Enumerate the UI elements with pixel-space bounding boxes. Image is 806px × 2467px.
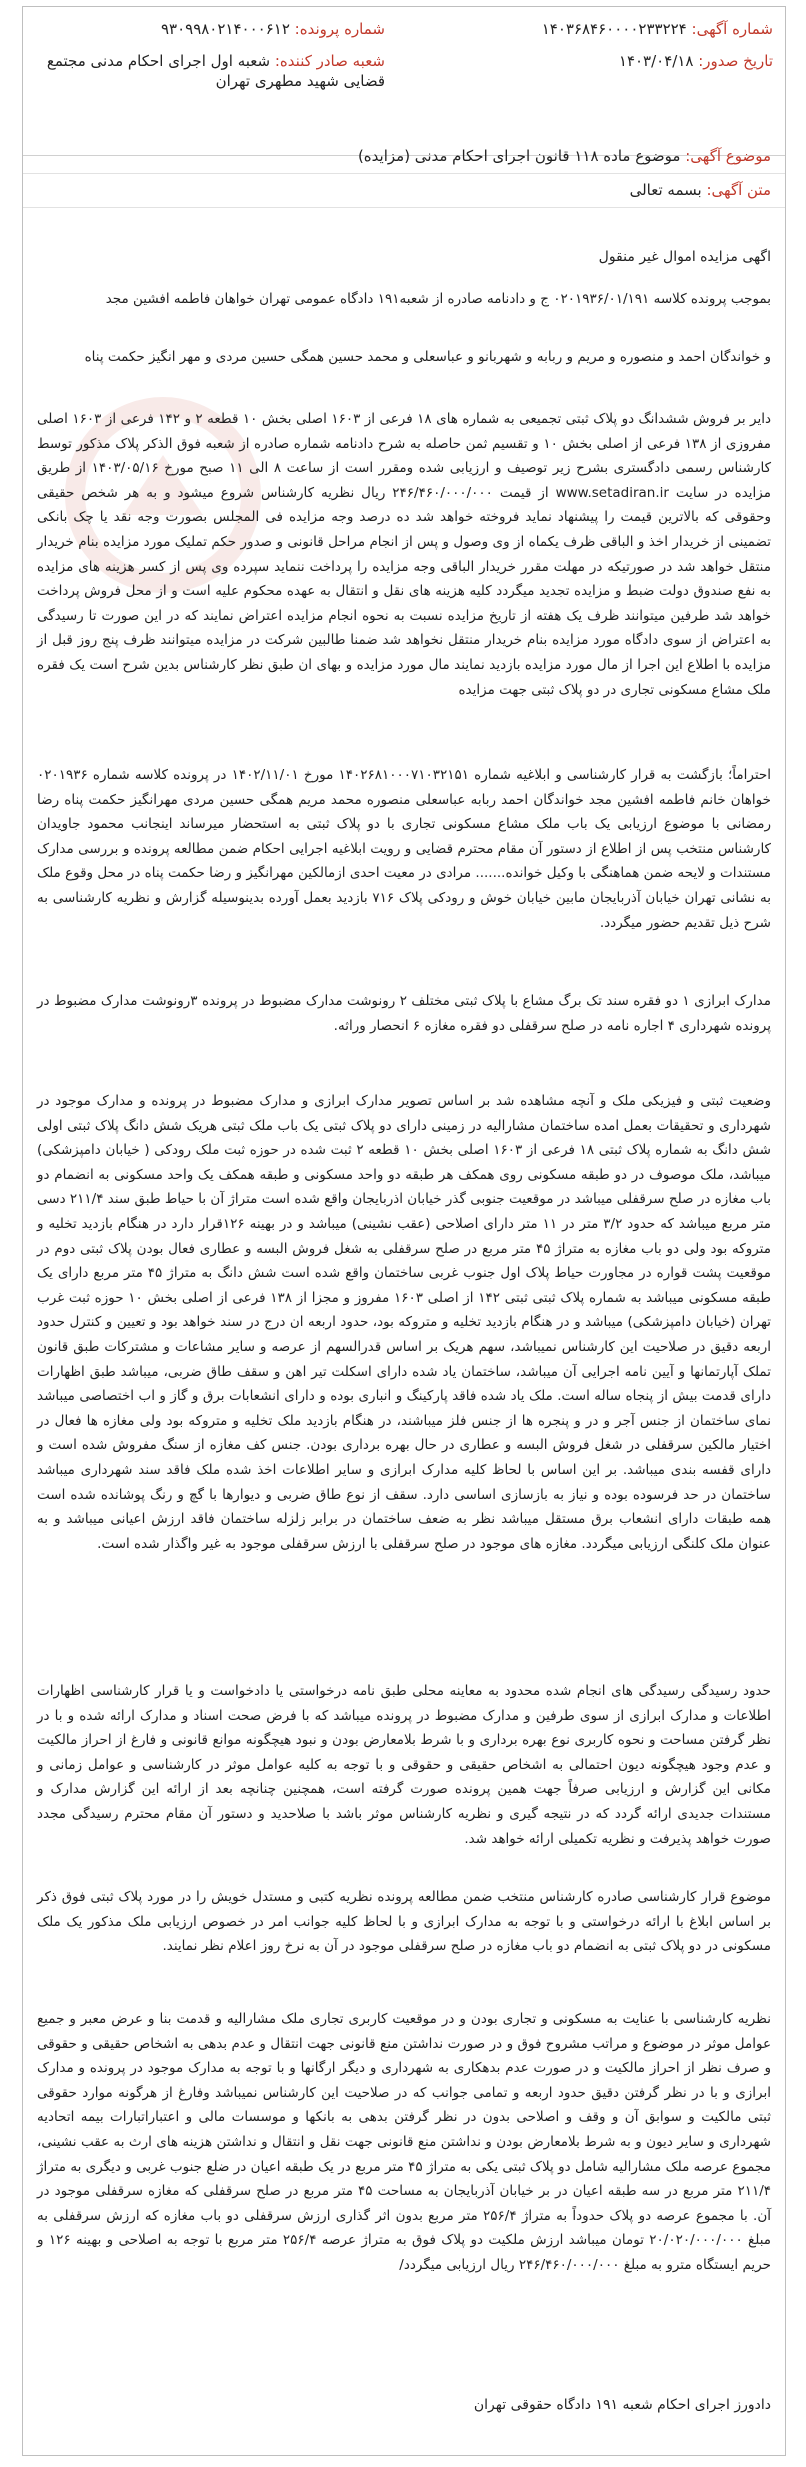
ad-number-row [542, 19, 773, 39]
subject-value: موضوع ماده ۱۱۸ قانون اجرای احکام مدنی (مزایده) [357, 147, 681, 165]
issuing-branch-row [45, 51, 385, 91]
paragraph-auction-terms: دایر بر فروش ششدانگ دو پلاک ثبتی تجمیعی به شماره های ۱۸ فرعی از ۱۶۰۳ اصلی بخش ۱۰ قطعه ۲ و ۱۴۲ فرعی از ۱۶۰۳ اصلی مفروزی از ۱۳۸ فرعی از اصلی بخش ۱۰ و تقسیم ثمن حاصله به شرح دادنامه شماره صادره از شعبه فوق الذکر پلاک مذکور توسط کارشناس رسمی دادگستری بشرح زیر توصیف و ارزیابی شده ومقرر است از ساعت ۸ الی ۱۱ صبح مورخ ۱۴۰۳/۰۵/۱۶ از طریق مزایده در سایت www.setadiran.ir از قیمت ۲۴۶/۴۶۰/۰۰۰/۰۰۰ ریال نظریه کارشناس شروع میشود و به هر شخص حقیقی وحقوقی که بالاترین قیمت را پیشنهاد نماید فروخته خواهد شد ده درصد وجه مزایده فی المجلس بصورت وجه نقد یا چک بانکی تضمینی از خریدار اخذ و الباقی ظرف یکماه از وی وصول و پس از انجام مراحل قانونی و صدور حکم تملیک مورد مزایده بنام خریدار منتقل خواهد شد در صورتیکه در مهلت مقرر خریدار الباقی وجه مزایده را پرداخت ننماید سپرده وی پس از کسر هزینه های مزایده به نفع صندوق دولت ضبط و مزایده تجدید میگردد کلیه هزینه های نقل و انتقال به عهده محکوم علیه است و از محل فروش پرداخت خواهد شد طرفین میتوانند ظرف یک هفته از تاریخ مزایده نسبت به نحوه انجام مزایده اعتراض نمایند که در این صورت تا رسیدگی به اعتراض از سوی دادگاه مورد مزایده بنام خریدار منتقل نخواهد شد ضمنا طالبین شرکت در مزایده میتوانند ظرف پنج روز قبل از مزایده با اطلاع این اجرا از مال مورد مزایده بازدید نمایند مال مورد مزایده و بهای ان طبق نظر کارشناس بدین شرح است یک فقره ملک مشاع مسکونی تجاری در دو پلاک ثبتی جهت مزایده [37, 411, 772, 698]
issue-date-value: ۱۴۰۳/۰۴/۱۸ [618, 52, 694, 70]
issue-date-label: تاریخ صدور: [698, 52, 773, 70]
paragraph-order-subject: موضوع قرار کارشناسی صادره کارشناس منتخب ضمن مطالعه پرونده نظریه کتبی و مستدل خویش را در مورد پلاک ثبتی فوق ذکر بر اساس ابلاغ با ارائه درخواستی و با توجه به مدارک ابرازی و با لحاظ کلیه جوانب امر در خصوص ارزیابی ملک مذکور یک ملک مسکونی در دو پلاک ثبتی به انضمام دو باب مغازه در صلح سرقفلی موجود در آن به نرخ روز اعلام نظر نمایند. [37, 1889, 771, 1955]
signature: دادورز اجرای احکام شعبه ۱۹۱ دادگاه حقوقی تهران [473, 2397, 771, 2413]
paragraph-scope: حدود رسیدگی رسیدگی های انجام شده محدود به معاینه محلی طبق نامه درخواستی یا دادخواست و یا قرار کارشناسی اظهارات اطلاعات و مدارک ابرازی از سوی طرفین و مدارک مضبوط در پرونده میباشد که با فرض صحت اسناد و مدارک ارائه شده و با در نظر گرفتن مساحت و نحوه کاربری نوع بهره برداری و با شرط بلامعارض بودن و نبود هیچگونه موانع قانونی و فارغ از احراز مالکیت و عدم وجود هیچگونه دیون احتمالی به اشخاص حقیقی و حقوقی و با توجه به کلیه عوامل موثر در کارشناسی و عوامل زمانی و مکانی این گزارش و ارزیابی صرفاً جهت همین پرونده صورت گرفته است، همچنین چنانچه بعد از ارائه این گزارش مدارک و مستندات جدیدی ارائه گردد که در نتیجه گیری و نظریه کارشناس موثر باشد با صلاحدید و دستور آن مقام محترم رسیدگی مجدد صورت خواهد پذیرفت و نظریه تکمیلی ارائه خواهد شد. [37, 1683, 771, 1847]
paragraph-defendants: و خواندگان احمد و منصوره و مریم و ربابه و شهربانو و عباسعلی و محمد حسین همگی حسین مردی و مهر انگیز حکمت پناه [84, 349, 771, 365]
divider [23, 207, 785, 208]
ad-number-value: ۱۴۰۳۶۸۴۶۰۰۰۰۲۳۳۲۲۴ [541, 20, 687, 38]
subject-label: موضوع آگهی: [685, 147, 771, 165]
text-row [630, 181, 771, 199]
document-header [23, 7, 785, 156]
subject-row [358, 147, 771, 165]
ad-number-label: شماره آگهی: [691, 20, 773, 38]
file-number-label: شماره پرونده: [294, 20, 385, 38]
ad-title: اگهی مزایده اموال غیر منقول [598, 249, 771, 265]
paragraph-case: بموجب پرونده کلاسه ۰۲۰۱۹۳۶/۰۱/۱۹۱ ج و دادنامه صادره از شعبه۱۹۱ دادگاه عمومی تهران خواهان فاطمه افشین مجد [105, 291, 771, 307]
paragraph-expert-opinion: نظریه کارشناسی با عنایت به مسکونی و تجاری بودن و در موقعیت کاربری تجاری ملک مشاراليه و قدمت بنا و عرض معبر و جمیع عوامل موثر در موضوع و مراتب مشروح فوق و در صورت نداشتن منع قانونی جهت انتقال و عدم بدهی به اشخاص حقیقی و حقوقی و صرف نظر از احراز مالکیت و در صورت عدم بدهکاری به شهرداری و دیگر ارگانها و با توجه به مدارک موجود در پرونده و مدارک ابرازی و با در نظر گرفتن دقیق حدود اربعه و تمامی جوانب که در صلاحیت این کارشناس نمیباشد وفارغ از هرگونه موارد حقوقی ثبتی مالکیت و سوابق آن و وقف و اصلاحی بدون در نظر گرفتن بدهی به بانکها و موسسات مالی و اعتباراتبارات بیمه اتحادیه شهرداری و سایر دیون و به شرط بلامعارض بودن و نداشتن منع قانونی جهت نقل و انتقال و نداشتن هزینه های ارث به عقب نشینی، مجموع عرصه ملک مشاراليه شامل دو پلاک ثبتی یکی به متراژ ۴۵ متر مربع در یک طبقه اعیان در ضلع جنوب غربی و دیگری به متراژ ۲۱۱/۴ متر مربع در سه طبقه اعیان در بر خیابان آذربایجان به مساحت ۴۵ متر مربع در صلح سرقفلی که مغازه سرقفلی موجود در آن. با مجموع عرصه دو پلاک حدوداً به متراژ ۲۵۶/۴ متر مربع بدون اثر گذاری ارزش سرقفلی دو باب مغازه که ارزش سرقفلی به مبلغ ۲۰/۰۲۰/۰۰۰/۰۰۰ تومان میباشد ارزش ملکیت دو پلاک فوق به متراژ عرصه ۲۵۶/۴ متر مربع با توجه به اصلاحی و بهینه ۱۲۶ و حریم ایستگاه مترو به مبلغ ۲۴۶/۴۶۰/۰۰۰/۰۰۰ ریال ارزیابی میگردد/ [37, 2011, 771, 2273]
issue-date-row [619, 51, 773, 71]
issuing-branch-value: شعبه اول اجرای احکام مدنی مجتمع قضایی شهید مطهری تهران [46, 52, 385, 90]
paragraph-documents: مدارک ابرازی ۱ دو فقره سند تک برگ مشاع با پلاک ثبتی مختلف ۲ رونوشت مدارک مضبوط در پرونده ۳رونوشت مدارک مضبوط در پرونده شهرداری ۴ اجاره نامه در صلح سرقفلی دو فقره مغازه ۶ انحصار وراثه. [37, 993, 771, 1034]
text-label: متن آگهی: [706, 181, 771, 199]
document-page [22, 6, 786, 2456]
issuing-branch-label: شعبه صادر کننده: [274, 52, 385, 70]
divider [23, 173, 785, 174]
bismillah: بسمه تعالی [629, 181, 702, 199]
paragraph-property-status: وضعیت ثبتی و فیزیکی ملک و آنچه مشاهده شد بر اساس تصویر مدارک ابرازی و مدارک مضبوط در پرونده و مدارک موجود در شهرداری و تحقیقات بعمل امده ساختمان مشاراليه در زمینی دارای دو پلاک ثبتی یک باب ملک ثبتی هریک شش دانگ پلاک ثبتی اولی شش دانگ به شماره پلاک ثبتی ۱۸ فرعی از ۱۶۰۳ اصلی بخش ۱۰ قطعه ۲ ثبت شده در حوزه ثبت ملک رودکی ( خیابان دامپزشکی) میباشد، ملک موصوف در دو طبقه مسکونی روی همکف هر طبقه دو واحد مسکونی و طبقه همکف یک واحد مسکونی به انضمام دو باب مغازه در صلح سرقفلی میباشد در موقعیت جنوبی گذر خیابان اذربایجان واقع شده است متراژ آن با حیاط طبق سند ۲۱۱/۴ دسی متر مربع میباشد که حدود ۳/۲ متر در ۱۱ متر دارای اصلاحی (عقب نشینی) میباشد و در بهینه ۱۲۶قرار دارد در هنگام بازدید تخلیه و متروکه بود ولی دو باب مغازه به متراژ ۴۵ متر مربع در صلح سرقفلی به شغل فروش البسه و عطاری فعال بودن پلاک ثبتی دوم در موقعیت پشت قواره در مجاورت حیاط پلاک اول جنوب غربی ساختمان واقع شده است شش دانگ به متراژ ۴۵ متر مربع دارای یک طبقه مسکونی میباشد به شماره پلاک ثبتی ثبتی ۱۴۲ از اصلی ۱۶۰۳ مفروز و مجزا از ۱۳۸ فرعی از اصلی بخش ۱۰ حوزه ثبت غرب تهران (خیابان دامپزشکی) میباشد و در هنگام بازدید تخلیه و متروکه بود، حدود اربعه ان درج در سند خواهد بود و تعیین و کنترل حدود اربعه دقیق در صلاحیت این کارشناس نمیباشد، سهم هریک بر اساس قدرالسهم از عرصه و سایر مشاعات و مشترکات طبق قانون تملک آپارتمانها و آیین نامه اجرایی آن میباشد، ساختمان یاد شده دارای اسکلت تیر اهن و سقف طاق ضربی، میباشد طبق اظهارات دارای قدمت بیش از پنجاه ساله است. ملک یاد شده فاقد پارکینگ و انباری بوده و دارای انشعابات برق و گاز و اب اختصاصی میباشد نمای ساختمان از جنس آجر و در و پنجره ها از جنس فلز میباشند، در هنگام بازدید ملک تخلیه و متروکه بود ولی مغازه ها فعال در اختیار مالکین سرقفلی در شغل فروش البسه و عطاری در حال بهره برداری بودن. جنس کف مغازه از سنگ مفروش شده است و دارای قفسه بندی میباشد. بر این اساس با لحاظ کلیه مدارک ابرازی و سایر اطلاعات اخذ شده ملک فاقد سند شهرداری میباشد ساختمان در حد فرسوده بوده و نیاز به بازسازی اساسی دارد. سقف از نوع طاق ضربی و دیوارها با گچ و رنگ پوشانده شده است همه طبقات دارای انشعاب برق مستقل میباشد نظر به ضعف ساختمان در برابر زلزله ساختمان فاقد ارزش اعیانی میباشد و به عنوان ملک کلنگی ارزیابی میگردد. مغازه های موجود در صلح سرقفلی با ارزش سرقفلی موجود به غیر واگذار شده است. [37, 1093, 771, 1552]
file-number-row [161, 19, 385, 39]
file-number-value: ۹۳۰۹۹۸۰۲۱۴۰۰۰۶۱۲ [160, 20, 290, 38]
paragraph-expert-intro: احتراماً؛ بازگشت به قرار کارشناسی و ابلاغیه شماره ۱۴۰۲۶۸۱۰۰۰۷۱۰۳۲۱۵۱ مورخ ۱۴۰۲/۱۱/۰۱ در پرونده کلاسه شماره ۰۲۰۱۹۳۶ خواهان خانم فاطمه افشین مجد خواندگان احمد ربابه عباسعلی منصوره محمد مریم همگی حسین مردی مهرانگیز حکمت پناه رضا رمضانی با موضوع ارزیابی یک باب ملک مشاع مسکونی تجاری با دو پلاک ثبتی به استحضار میرساند اینجانب محمود جاویدان کارشناس منتخب پس از اطلاع از دستور آن مقام محترم قضایی و رویت ابلاغیه اجرایی احکام ضمن مطالعه پرونده و بررسی مدارک مستندات و لایحه ضمن هماهنگی با وکیل خوانده....... مرادی در معیت احدی ازمالکین مهرانگیز و رضا حکمت پناه در محل وقوع ملک به نشانی تهران خیابان آذربایجان مابین خیابان خوش و رودکی پلاک ۷۱۶ بازدید بعمل آورده بدینوسیله گزارش و نظریه کارشناسی به شرح ذیل تقدیم حضور میگردد. [37, 767, 771, 931]
